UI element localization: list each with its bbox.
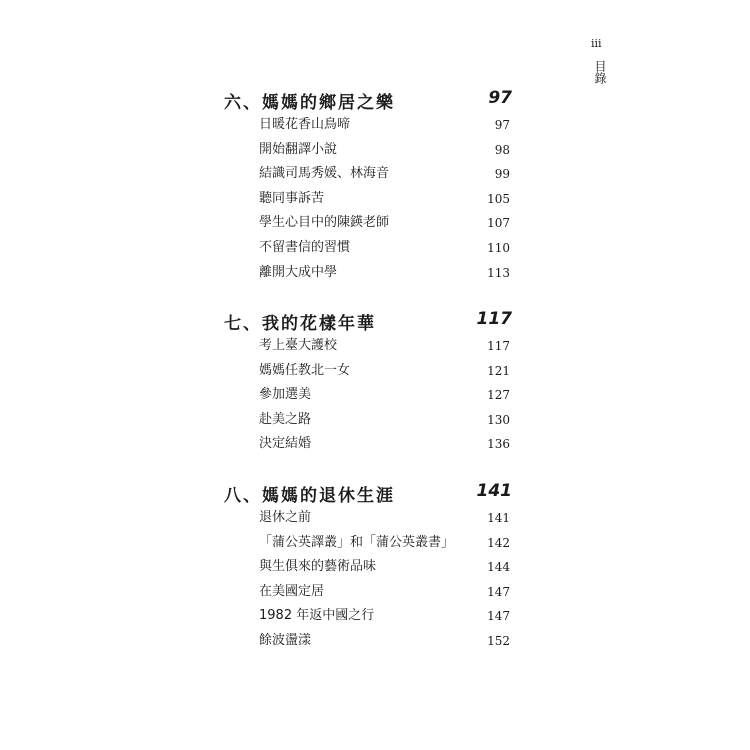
chapter-heading[interactable] (224, 309, 514, 335)
entry-page-number: 136 (487, 437, 510, 452)
toc-entry[interactable] (224, 334, 514, 359)
entry-title: 開始翻譯小說 (259, 141, 338, 157)
entry-page-number: 152 (487, 633, 510, 648)
page-number: iii (591, 37, 602, 50)
entry-page-number: 98 (494, 142, 510, 157)
entry-title: 學生心目中的陳鍈老師 (259, 215, 390, 231)
chapter-entries (224, 506, 514, 654)
entry-title: 不留書信的習慣 (259, 239, 351, 255)
entry-title: 決定結婚 (259, 436, 312, 452)
chapter-entries (224, 334, 514, 457)
running-header: 目錄 (593, 60, 607, 84)
entry-page-number: 110 (487, 240, 510, 255)
chapter-title: 七、我的花樣年華 (224, 314, 376, 334)
entry-page-number: 113 (487, 265, 510, 280)
toc-entry[interactable] (224, 187, 514, 212)
entry-title: 「蒲公英譯叢」和「蒲公英叢書」 (259, 534, 455, 550)
entry-title: 與生俱來的藝術品味 (259, 559, 377, 575)
entry-page-number: 141 (487, 511, 510, 525)
toc-entry[interactable] (224, 113, 514, 138)
entry-page-number: 142 (487, 535, 510, 550)
entry-page-number: 105 (487, 191, 510, 206)
toc-entry[interactable] (224, 236, 514, 261)
entry-title: 離開大成中學 (259, 264, 338, 280)
chapter-page-number: 97 (488, 88, 512, 108)
entry-title: 赴美之路 (259, 411, 312, 427)
chapter-page-number: 141 (476, 481, 512, 501)
toc-entry[interactable] (224, 211, 514, 236)
entry-title: 日暖花香山鳥啼 (259, 117, 351, 132)
toc-chapter (224, 481, 514, 654)
chapter-heading[interactable] (224, 88, 514, 114)
chapter-heading[interactable] (224, 481, 514, 507)
entry-title: 考上臺大護校 (259, 338, 338, 353)
toc-entry[interactable] (224, 359, 514, 384)
entry-page-number: 121 (487, 363, 510, 378)
toc-entry[interactable] (224, 261, 514, 286)
toc-entry[interactable] (224, 138, 514, 163)
toc-entry[interactable] (224, 531, 514, 556)
toc-entry[interactable] (224, 555, 514, 580)
toc-entry[interactable] (224, 383, 514, 408)
toc-entry[interactable] (224, 604, 514, 629)
entry-page-number: 99 (494, 167, 510, 182)
entry-title: 參加選美 (259, 387, 312, 403)
entry-page-number: 130 (487, 412, 510, 427)
entry-page-number: 117 (487, 339, 510, 353)
entry-page-number: 147 (487, 584, 510, 599)
chapter-title: 八、媽媽的退休生涯 (224, 486, 395, 506)
toc-entry[interactable] (224, 408, 514, 433)
toc-entry[interactable] (224, 162, 514, 187)
toc-entry[interactable] (224, 506, 514, 531)
entry-title: 結識司馬秀媛、林海音 (259, 166, 390, 182)
toc-entry[interactable] (224, 629, 514, 654)
entry-page-number: 127 (487, 388, 510, 403)
chapter-page-number: 117 (476, 309, 512, 329)
toc-chapter (224, 309, 514, 457)
entry-title: 在美國定居 (259, 583, 325, 599)
entry-page-number: 107 (487, 216, 510, 231)
entry-page-number: 144 (487, 560, 510, 575)
toc-entry[interactable] (224, 580, 514, 605)
chapter-entries (224, 113, 514, 285)
toc-chapter (224, 88, 514, 285)
entry-title: 退休之前 (259, 510, 312, 525)
entry-title: 餘波盪漾 (259, 632, 312, 648)
entry-title: 聽同事訴苦 (259, 190, 325, 206)
entry-title: 媽媽任教北一女 (259, 362, 351, 378)
entry-title: 1982 年返中國之行 (259, 608, 375, 624)
entry-page-number: 97 (494, 118, 510, 132)
entry-page-number: 147 (487, 609, 510, 624)
toc-entry[interactable] (224, 432, 514, 457)
chapter-title: 六、媽媽的鄉居之樂 (224, 93, 395, 113)
